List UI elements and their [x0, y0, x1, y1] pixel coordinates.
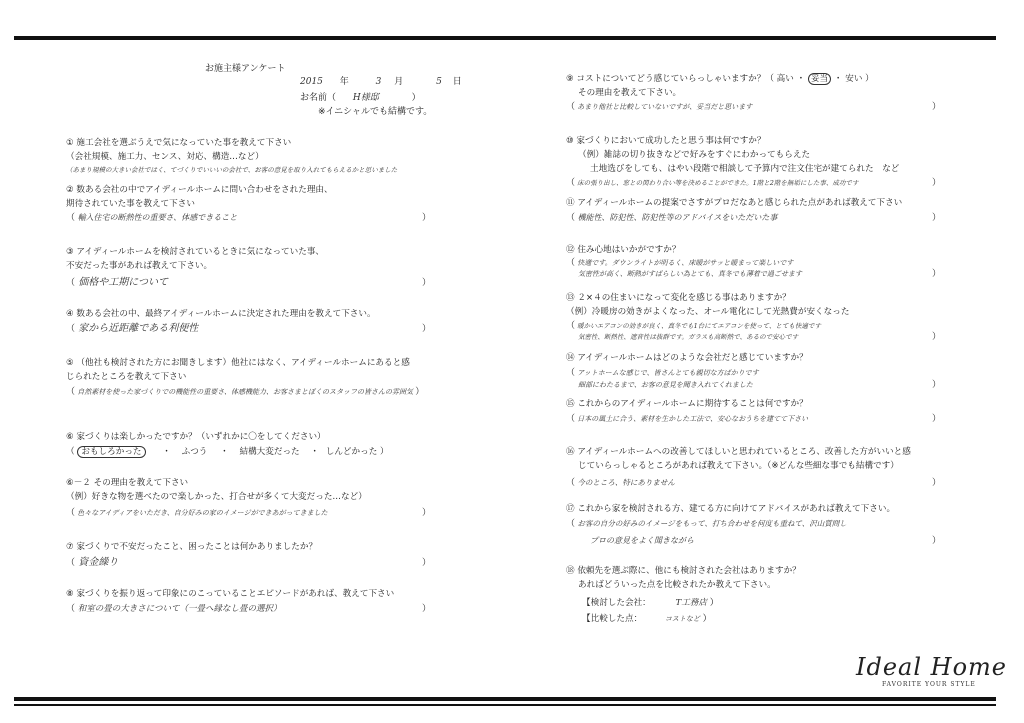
question-13: ⑬ ２×４の住まいになって変化を感じる事はありますか？ [566, 293, 791, 303]
question-1: ① 施工会社を選ぶうえで気になっていた事を教えて下さい [66, 138, 292, 148]
answer-5-row: （ 自然素材を使った家づくりでの機能性の重要さ、体感機能力、お客さまとぼくのスタッフの皆さんの雰囲気 ） [66, 387, 425, 397]
answer-7: 資金繰り [78, 557, 119, 568]
answer-16-row: （ 今のところ、特にありません ） [566, 478, 942, 488]
bottom-rule [14, 697, 996, 701]
compared-point-row: 【比較した点： コストなど ） [582, 614, 712, 624]
question-5: ⑤ （他社も検討された方にお聞きします）他社にはなく、アイディールホームにあると感 [66, 358, 410, 368]
answer-4-row: （ 家から近距離である利便性 ） [66, 323, 432, 334]
compared-point-value: コストなど [664, 615, 700, 623]
answer-13-row: （ 暖かいエアコンの効きが良く、真冬でも1台にてエアコンを使って、とても快適です [566, 321, 821, 331]
option-cheap[interactable]: 安い [845, 74, 863, 84]
answer-6b-row: （ 色々なアイディアをいただき、自分好みの家のイメージができあがってきました ） [66, 508, 432, 518]
compared-point-label: 【比較した点： [582, 614, 643, 624]
question-18-line2: あればどういった点を比較されたか教えて下さい。 [578, 580, 776, 590]
answer-5: 自然素材を使った家づくりでの機能性の重要さ、体感機能力、お客さまとぼくのスタッフの皆さんの雰囲気 [77, 388, 413, 396]
question-6b-sub: （例）好きな物を選べたので楽しかった、打合せが多くて大変だった…など） [66, 492, 367, 502]
question-1-sub: （会社規模、施工力、センス、対応、構造…など） [66, 152, 264, 162]
answer-10: 床の張り出し、窓との関わり合い等を決めることができた。1階と2階を無垢にした事、成功です [577, 179, 859, 187]
answer-12-row: （ 快適です。ダウンライトが明るく、床暖がサッと暖まって楽しいです [566, 258, 794, 268]
option-tough[interactable]: しんどかった [325, 447, 378, 457]
answer-1: （あまり規模の大きい会社ではく、てづくりでいいいの会社で、お客の意見を取り入れてもらえるかと思いました [66, 166, 398, 174]
answer-14-row2: 細部にわたるまで、お客の意見を聞き入れてくれました ） [578, 380, 942, 390]
question-4: ④ 数ある会社の中、最終アイディールホームに決定された理由を教えて下さい。 [66, 309, 376, 319]
option-fun[interactable]: おもしろかった [77, 446, 145, 458]
answer-14-row: （ アットホームな感じで、皆さんとても親切な方ばかりです [566, 368, 759, 378]
question-15: ⑮ これからのアイディールホームに期待することは何ですか？ [566, 399, 808, 409]
question-17: ⑰ これから家を検討される方、建てる方に向けてアドバイスがあれば教えて下さい。 [566, 504, 896, 514]
compared-company-value: T工務店 [675, 598, 708, 608]
compared-company-row: 【検討した会社： T工務店 ） [582, 598, 719, 608]
question-18: ⑱ 依頼先を選ぶ際に、他にも検討された会社はありますか？ [566, 566, 801, 576]
answer-6b: 色々なアイディアをいただき、自分好みの家のイメージができあがってきました [77, 509, 328, 517]
month-value: 3 [375, 77, 382, 87]
name-close: ） [411, 93, 421, 103]
question-3: ③ アイディールホームを検討されているときに気になっていた事、 [66, 247, 325, 257]
answer-17-row2: プロの意見をよく聞きながら ） [590, 536, 942, 546]
option-fair[interactable]: 妥当 [808, 73, 831, 85]
question-6: ⑥ 家づくりは楽しかったですか？（いずれかに〇をしてください） [66, 432, 326, 442]
answer-13-row2: 気密性、断熱性、遮音性は抜群です。ガラスも高断熱で、あるので安心です ） [578, 332, 942, 342]
answer-11-row: （ 機能性、防犯性、防犯性等のアドバイスをいただいた事 ） [566, 213, 942, 223]
answer-2: 輸入住宅の断熱性の重要さ、体感できること [77, 213, 238, 222]
answer-13-line2: 気密性、断熱性、遮音性は抜群です。ガラスも高断熱で、あるので安心です [578, 333, 799, 341]
answer-8: 和室の畳の大きさについて（一畳へ縁なし畳の選択） [77, 604, 282, 614]
answer-17: お客の自分の好みのイメージをもって、打ち合わせを何度も重ねて、沢山質問し [577, 519, 847, 528]
question-16-line2: じていらっしゃるところがあれば教えて下さい。（※どんな些細な事でも結構です） [578, 461, 899, 471]
option-high[interactable]: 高い [776, 74, 794, 84]
answer-17-row: （ お客の自分の好みのイメージをもって、打ち合わせを何度も重ねて、沢山質問し [566, 519, 847, 529]
answer-13: 暖かいエアコンの効きが良く、真冬でも1台にてエアコンを使って、とても快適です [577, 322, 821, 330]
answer-3-row: （ 価格や工期について ） [66, 277, 432, 288]
question-14: ⑭ アイディールホームはどのような会社だと感じていますか？ [566, 353, 808, 363]
day-unit: 日 [452, 77, 462, 87]
year-value: 2015 [300, 77, 323, 87]
initial-note: ※イニシャルでも結構です。 [318, 107, 433, 117]
name-value: H様邸 [352, 93, 379, 103]
answer-14: アットホームな感じで、皆さんとても親切な方ばかりです [577, 369, 759, 377]
ideal-home-logo [852, 653, 1007, 693]
answer-12-row2: 気密性が高く、断熱がすばらしい為とても、真冬でも薄着で過ごせます ） [578, 269, 942, 279]
answer-10-row: （ 床の張り出し、窓との関わり合い等を決めることができた。1階と2階を無垢にした事、成功です ） [566, 178, 942, 188]
answer-12: 快適です。ダウンライトが明るく、床暖がサッと暖まって楽しいです [577, 259, 794, 267]
answer-14-line2: 細部にわたるまで、お客の意見を聞き入れてくれました [578, 381, 753, 389]
answer-7-row: （ 資金繰り ） [66, 557, 432, 568]
question-6-options: （ おもしろかった ・ ふつう ・ 結構大変だった ・ しんどかった ） [66, 447, 389, 457]
question-13-sub: （例）冷暖房の効きがよくなった、オール電化にして光熱費が安くなった [566, 307, 850, 317]
question-11: ⑪ アイディールホームの提案でさすがプロだなあと感じられた点があれば教えて下さい [566, 198, 903, 208]
question-5-line2: じられたところを教えて下さい [66, 372, 187, 382]
question-8: ⑧ 家づくりを振り返って印象にのこっていることエピソードがあれば、教えて下さい [66, 589, 395, 599]
answer-9-row: （ あまり他社と比較していないですが、妥当だと思います ） [566, 102, 942, 112]
page-title: お施主様アンケート [205, 64, 286, 74]
question-2: ② 数ある会社の中でアイディールホームに問い合わせをされた理由、 [66, 185, 333, 195]
question-10-sub: （例）雑誌の切り抜きなどで好みをすぐにわかってもらえた [578, 150, 811, 160]
answer-11: 機能性、防犯性、防犯性等のアドバイスをいただいた事 [577, 213, 778, 222]
answer-17-line2: プロの意見をよく聞きながら [590, 536, 694, 545]
option-hard[interactable]: 結構大変だった [239, 447, 300, 457]
top-rule [14, 36, 996, 40]
compared-company-label: 【検討した会社： [582, 598, 651, 608]
name-line [300, 90, 421, 103]
year-unit: 年 [339, 77, 349, 87]
question-16: ⑯ アイディールホームへの改善してほしいと思われているところ、改善した方がいいと感 [566, 447, 911, 457]
month-unit: 月 [394, 77, 404, 87]
name-label: お名前（ [300, 93, 337, 103]
question-6b: ⑥－２ その理由を教えて下さい [66, 478, 189, 488]
question-3-line2: 不安だった事があれば教えて下さい。 [66, 261, 213, 271]
question-2-line2: 期待されていた事を教えて下さい [66, 199, 195, 209]
answer-15: 日本の風土に合う、素材を生かした工法で、安心なおうちを建てて下さい [577, 415, 809, 423]
answer-2-row: （ 輸入住宅の断熱性の重要さ、体感できること ） [66, 213, 432, 223]
logo-wordmark: Ideal Home [856, 653, 1007, 681]
answer-4: 家から近距離である利便性 [78, 323, 199, 334]
question-9: ⑨ コストについてどう感じていらっしゃいますか？（ 高い ・ 妥当 ・ 安い ） [566, 74, 874, 84]
question-9-sub: その理由を教えて下さい。 [578, 88, 682, 98]
option-normal[interactable]: ふつう [181, 447, 208, 457]
logo-tagline: FAVORITE YOUR STYLE [882, 681, 976, 688]
question-12: ⑫ 住み心地はいかがですか？ [566, 245, 681, 255]
answer-16: 今のところ、特にありません [577, 478, 675, 487]
question-10: ⑩ 家づくりにおいて成功したと思う事は何ですか？ [566, 136, 766, 146]
answer-9: あまり他社と比較していないですが、妥当だと思います [577, 103, 753, 111]
answer-3: 価格や工期について [78, 277, 169, 288]
answer-8-row: （ 和室の畳の大きさについて（一畳へ縁なし畳の選択） ） [66, 604, 432, 614]
day-value: 5 [436, 77, 442, 87]
date-line [300, 74, 462, 87]
answer-12-line2: 気密性が高く、断熱がすばらしい為とても、真冬でも薄着で過ごせます [578, 270, 802, 278]
question-10-sub2: 土地选びをしても、はやい段階で相談して予算内で注文住宅が建てられた など [590, 164, 900, 174]
question-7: ⑦ 家づくりで不安だったこと、困ったことは何かありましたか？ [66, 542, 318, 552]
answer-15-row: （ 日本の風土に合う、素材を生かした工法で、安心なおうちを建てて下さい ） [566, 414, 942, 424]
